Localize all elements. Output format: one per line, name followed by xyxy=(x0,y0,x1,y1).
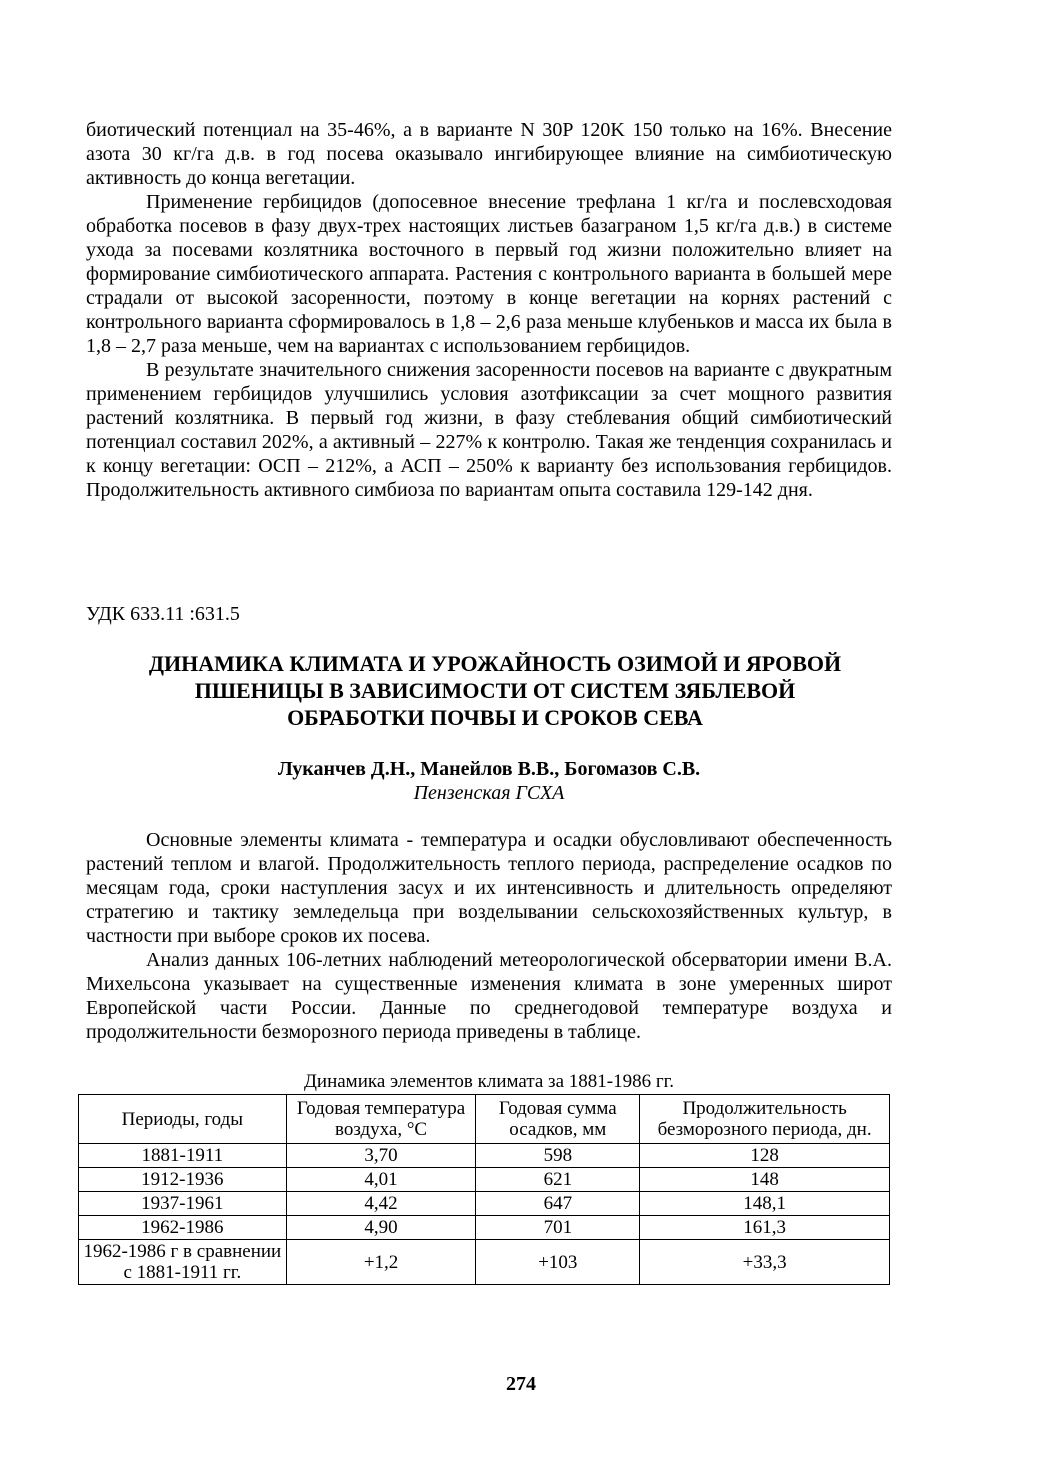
table-row xyxy=(79,1144,890,1168)
paragraph: Основные элементы климата - температура и осадки обусловливают обеспеченность растений теплом и влагой. Продолжительность теплого периода, распределение осадков по месяцам года, сроки наступления засух и их интенсивность и длительность определяют стратегию и тактику земледельца при возделывании сельскохозяйственных культур, в частности при выборе сроков их посева. xyxy=(86,829,892,947)
table-cell: 1912-1936 xyxy=(79,1168,287,1192)
affiliation: Пензенская ГСХА xyxy=(413,782,565,804)
title-line: ПШЕНИЦЫ В ЗАВИСИМОСТИ ОТ СИСТЕМ ЗЯБЛЕВОЙ xyxy=(194,678,796,703)
climate-table xyxy=(78,1094,890,1285)
table-header-row xyxy=(79,1095,890,1144)
table-row xyxy=(79,1216,890,1240)
table-cell: 4,01 xyxy=(286,1168,476,1192)
table-cell: 1881-1911 xyxy=(79,1144,287,1168)
table-caption: Динамика элементов климата за 1881-1986 гг. xyxy=(303,1071,675,1092)
header-cell: Годовая температура воздуха, °С xyxy=(286,1095,476,1144)
top-text-block xyxy=(86,118,892,502)
table-cell: 1937-1961 xyxy=(79,1192,287,1216)
paragraph: В результате значительного снижения засоренности посевов на варианте с двукратным применением гербицидов улучшились условия азотфиксации за счет мощного развития растений козлятника. В первый год жизни, в фазу стеблевания общий симбиотический потенциал составил 202%, а активный – 227% к контролю. Такая же тенденция сохранилась и к концу вегетации: ОСП – 212%, а АСП – 250% к варианту без использования гербицидов. Продолжительность активного симбиоза по вариантам опыта составила 129-142 дня. xyxy=(86,359,892,501)
table-cell: 1962-1986 г в сравнении с 1881-1911 гг. xyxy=(79,1240,287,1285)
table-cell: 1962-1986 xyxy=(79,1216,287,1240)
article-body xyxy=(86,828,892,1044)
title-line: ОБРАБОТКИ ПОЧВЫ И СРОКОВ СЕВА xyxy=(287,705,703,730)
table-cell: 647 xyxy=(476,1192,640,1216)
udk-code: УДК 633.11 :631.5 xyxy=(86,603,240,625)
page-number: 274 xyxy=(506,1373,536,1395)
table-cell: 701 xyxy=(476,1216,640,1240)
paragraph: Применение гербицидов (допосевное внесение трефлана 1 кг/га и послевсходовая обработка посевов в фазу двух-трех настоящих листьев базаграном 1,5 кг/га д.в.) в системе ухода за посевами козлятника восточного в первый год жизни положительно влияет на формирование симбиотического аппарата. Растения с контрольного варианта в большей мере страдали от высокой засоренности, поэтому в конце вегетации на корнях растений с контрольного варианта сформировалось в 1,8 – 2,6 раза меньше клубеньков и масса их была в 1,8 – 2,7 раза меньше, чем на вариантах с использованием гербицидов. xyxy=(86,191,892,357)
table-cell: +33,3 xyxy=(640,1240,890,1285)
table-cell: 3,70 xyxy=(286,1144,476,1168)
title-line: ДИНАМИКА КЛИМАТА И УРОЖАЙНОСТЬ ОЗИМОЙ И ЯРОВОЙ xyxy=(148,651,842,676)
table-cell: +1,2 xyxy=(286,1240,476,1285)
table-cell: 598 xyxy=(476,1144,640,1168)
table-cell: 148 xyxy=(640,1168,890,1192)
table-cell: +103 xyxy=(476,1240,640,1285)
header-cell: Продолжительность безморозного периода, дн. xyxy=(640,1095,890,1144)
table-row xyxy=(79,1240,890,1285)
table-cell: 4,90 xyxy=(286,1216,476,1240)
table-row xyxy=(79,1192,890,1216)
table-cell: 4,42 xyxy=(286,1192,476,1216)
paragraph: Анализ данных 106-летних наблюдений метеорологической обсерватории имени В.А. Михельсона указывает на существенные изменения климата в зоне умеренных широт Европейской части России. Данные по среднегодовой температуре воздуха и продолжительности безморозного периода приведены в таблице. xyxy=(86,949,892,1043)
authors: Луканчев Д.Н., Манейлов В.В., Богомазов С.В. xyxy=(277,758,701,780)
article-title xyxy=(100,650,890,731)
table-cell: 621 xyxy=(476,1168,640,1192)
table-row xyxy=(79,1168,890,1192)
table-cell: 148,1 xyxy=(640,1192,890,1216)
table-cell: 161,3 xyxy=(640,1216,890,1240)
header-cell: Периоды, годы xyxy=(79,1095,287,1144)
table-cell: 128 xyxy=(640,1144,890,1168)
paragraph: биотический потенциал на 35-46%, а в варианте N 30P 120K 150 только на 16%. Внесение азота 30 кг/га д.в. в год посева оказывало ингибирующее влияние на симбиотическую активность до конца вегетации. xyxy=(86,119,892,189)
header-cell: Годовая сумма осадков, мм xyxy=(476,1095,640,1144)
